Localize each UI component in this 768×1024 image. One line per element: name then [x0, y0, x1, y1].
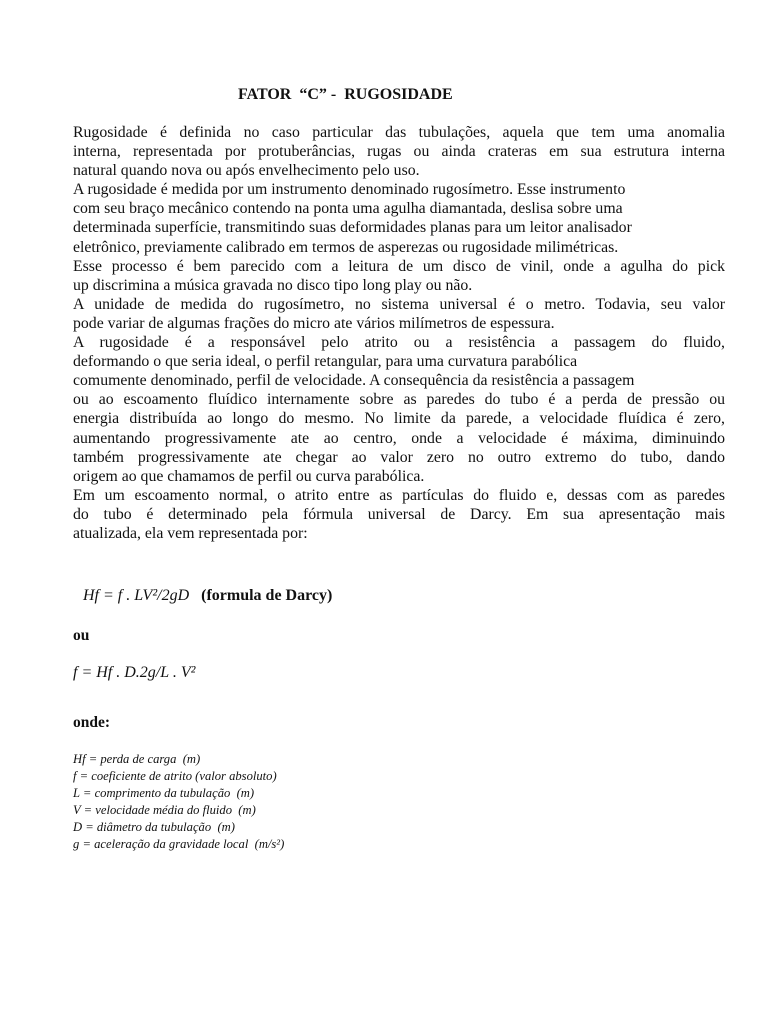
text-line: com seu braço mecânico contendo na ponta uma agulha diamantada, deslisa sobre uma: [73, 200, 623, 218]
text-line: energia distribuída ao longo do mesmo. No limite da parede, a velocidade fluídica é zero,: [73, 410, 725, 428]
text-line: A rugosidade é a responsável pelo atrito ou a resistência a passagem do fluido,: [73, 334, 725, 352]
text-line: determinada superfície, transmitindo suas deformidades planas para um leitor analisador: [73, 219, 632, 237]
variable-definitions: [73, 751, 284, 852]
text-line: eletrônico, previamente calibrado em termos de asperezas ou rugosidade milimétricas.: [73, 238, 619, 256]
definition-item: D = diâmetro da tubulação (m): [73, 819, 235, 834]
darcy-equation: Hf = f . LV²/2gD: [83, 587, 190, 604]
text-line: deformando o que seria ideal, o perfil retangular, para uma curvatura parabólica: [73, 353, 578, 371]
definition-item: V = velocidade média do fluido (m): [73, 802, 256, 817]
text-line: A unidade de medida do rugosímetro, no sistema universal é o metro. Todavia, seu valor: [73, 295, 725, 313]
definition-item: L = comprimento da tubulação (m): [73, 785, 255, 800]
text-line: comumente denominado, perfil de velocidade. A consequência da resistência a passagem: [73, 372, 635, 390]
text-line: A rugosidade é medida por um instrumento denominado rugosímetro. Esse instrumento: [73, 181, 626, 199]
text-line: atualizada, ela vem representada por:: [73, 524, 308, 542]
text-line: pode variar de algumas frações do micro ate vários milímetros de espessura.: [73, 314, 555, 332]
darcy-formula-note: (formula de Darcy): [201, 587, 333, 604]
definition-item: f = coeficiente de atrito (valor absoluto): [73, 768, 277, 783]
text-line: Em um escoamento normal, o atrito entre as partículas do fluido e, dessas com as paredes: [73, 486, 725, 504]
text-line: origem ao que chamamos de perfil ou curva parabólica.: [73, 467, 425, 485]
text-line: ou ao escoamento fluídico internamente sobre as paredes do tubo é a perda de pressão ou: [73, 391, 725, 409]
friction-factor-formula: f = Hf . D.2g/L . V²: [73, 664, 196, 681]
text-line: up discrimina a música gravada no disco tipo long play ou não.: [73, 276, 473, 294]
text-line: do tubo é determinado pela fórmula universal de Darcy. Em sua apresentação mais: [73, 505, 725, 523]
text-line: interna, representada por protuberâncias, rugas ou ainda crateras em sua estrutura interna: [73, 143, 725, 161]
definition-item: Hf = perda de carga (m): [73, 752, 201, 766]
text-line: Esse processo é bem parecido com a leitura de um disco de vinil, onde a agulha do pick: [73, 257, 725, 275]
darcy-formula: [83, 587, 332, 605]
or-label: ou: [73, 627, 90, 644]
text-line: também progressivamente ate chegar ao valor zero no outro extremo do tubo, dando: [73, 448, 725, 466]
document-title: FATOR “C” - RUGOSIDADE: [238, 86, 453, 103]
text-line: Rugosidade é definida no caso particular das tubulações, aquela que tem uma anomalia: [73, 124, 725, 141]
text-line: aumentando progressivamente ate ao centro, onde a velocidade é máxima, diminuindo: [73, 429, 725, 447]
where-label: onde:: [73, 714, 111, 731]
definition-item: g = aceleração da gravidade local (m/s²): [73, 836, 285, 851]
body-paragraphs: [73, 123, 725, 543]
text-line: natural quando nova ou após envelhecimento pelo uso.: [73, 162, 420, 180]
